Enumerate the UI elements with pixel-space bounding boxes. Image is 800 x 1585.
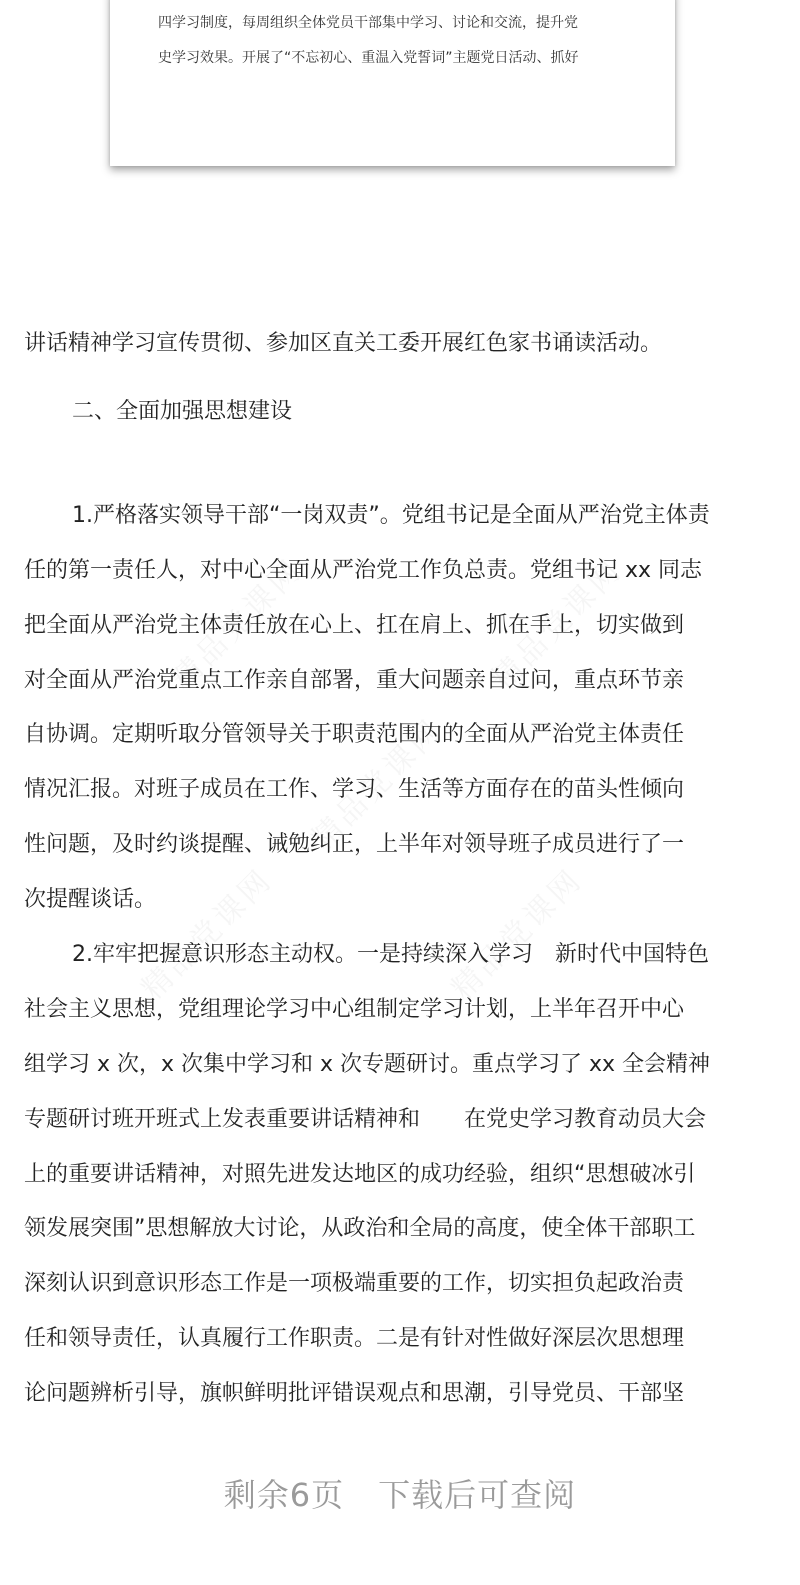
paragraph-line: 社会主义思想，党组理论学习中心组制定学习计划，上半年召开中心 xyxy=(24,997,685,1022)
paragraph-line: 领发展突围”思想解放大讨论，从政治和全局的高度，使全体干部职工 xyxy=(24,1216,696,1241)
paragraph-line: 把全面从严治党主体责任放在心上、扛在肩上、抓在手上，切实做到 xyxy=(24,613,685,638)
paragraph-line: 情况汇报。对班子成员在工作、学习、生活等方面存在的苗头性倾向 xyxy=(24,777,685,802)
paragraph-line: 组学习 x 次，x 次集中学习和 x 次专题研讨。重点学习了 xx 全会精神 xyxy=(24,1052,711,1077)
paragraph-line: 性问题，及时约谈提醒、诫勉纠正，上半年对领导班子成员进行了一 xyxy=(24,832,685,857)
paragraph-line: 任的第一责任人，对中心全面从严治党工作负总责。党组书记 xx 同志 xyxy=(24,558,703,583)
paragraph-line: 1.严格落实领导干部“一岗双责”。党组书记是全面从严治党主体责 xyxy=(72,503,710,528)
section-heading: 二、全面加强思想建设 xyxy=(72,399,293,424)
paragraph-line: 对全面从严治党重点工作亲自部署，重大问题亲自过问，重点环节亲 xyxy=(24,668,685,693)
watermark-text: 精品党课网 xyxy=(164,551,310,697)
download-to-view-label: 下载后可查阅 xyxy=(378,1476,577,1514)
watermark-text: 精品党课网 xyxy=(444,861,590,1007)
paragraph-line: 上的重要讲话精神，对照先进发达地区的成功经验，组织“思想破冰引 xyxy=(24,1162,696,1187)
watermark-text: 精品党课网 xyxy=(134,861,280,1007)
preview-line: 史学习效果。开展了“不忘初心、重温入党誓词”主题党日活动、抓好 xyxy=(158,50,579,66)
watermark-text: 精品党课网 xyxy=(304,711,450,857)
paragraph-line: 任和领导责任，认真履行工作职责。二是有针对性做好深层次思想理 xyxy=(24,1326,685,1351)
paragraph-line: 自协调。定期听取分管领导关于职责范围内的全面从严治党主体责任 xyxy=(24,722,685,747)
paragraph-line: 深刻认识到意识形态工作是一项极端重要的工作，切实担负起政治责 xyxy=(24,1271,685,1296)
paragraph-line: 次提醒谈话。 xyxy=(24,887,157,912)
download-prompt[interactable] xyxy=(0,1470,800,1516)
watermark-text: 精品党课网 xyxy=(484,551,630,697)
remaining-pages-label: 剩余6页 xyxy=(223,1476,345,1514)
paragraph-line: 2.牢牢把握意识形态主动权。一是持续深入学习 新时代中国特色 xyxy=(72,942,709,967)
preview-card xyxy=(110,0,675,166)
paragraph-line: 讲话精神学习宣传贯彻、参加区直关工委开展红色家书诵读活动。 xyxy=(24,331,663,356)
paragraph-line: 专题研讨班开班式上发表重要讲话精神和 在党史学习教育动员大会 xyxy=(24,1107,707,1132)
preview-line: 四学习制度，每周组织全体党员干部集中学习、讨论和交流，提升党 xyxy=(158,15,578,31)
paragraph-line: 论问题辨析引导，旗帜鲜明批评错误观点和思潮，引导党员、干部坚 xyxy=(24,1381,685,1406)
